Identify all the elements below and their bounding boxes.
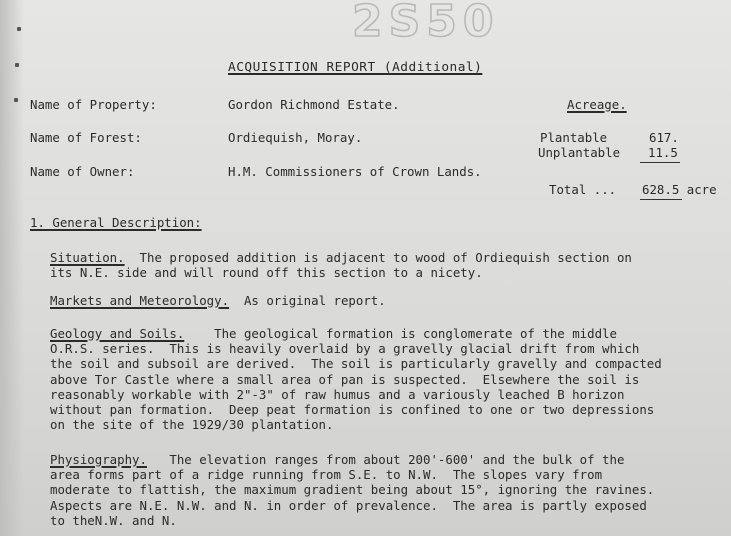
geology-line: without pan formation. Deep peat formation is confined to one or two depressions bbox=[50, 402, 655, 418]
physiography-line: area forms part of a ridge running from S.E. to N.W. The slopes vary from bbox=[50, 467, 603, 483]
markets-paragraph bbox=[50, 293, 386, 308]
markets-text: As original report. bbox=[243, 293, 386, 308]
acreage-heading: Acreage. bbox=[567, 97, 627, 112]
total-rule bbox=[640, 199, 682, 200]
punch-mark bbox=[14, 98, 18, 102]
section-heading-text: 1. General Description: bbox=[30, 215, 202, 230]
markets-heading: Markets and Meteorology. bbox=[50, 293, 230, 308]
geology-line: O.R.S. series. This is heavily overlaid by a gravelly glacial drift from which bbox=[50, 341, 640, 357]
geology-line: above Tor Castle where a small area of pan is suspected. Elsewhere the soil is bbox=[50, 371, 640, 387]
property-value: Gordon Richmond Estate. bbox=[228, 97, 400, 112]
scan-edge-shadow bbox=[0, 0, 24, 536]
geology-line: the soil and subsoil are derived. The soil is particularly gravelly and compacted bbox=[50, 356, 662, 372]
plantable-value: 617. bbox=[649, 130, 679, 145]
physiography-paragraph bbox=[50, 452, 654, 528]
physiography-line: moderate to flattish, the maximum gradient being about 15°, ignoring the ravines. bbox=[50, 482, 655, 498]
physiography-line: to theN.W. and N. bbox=[50, 512, 177, 528]
geology-line: The geological formation is conglomerate of the middle bbox=[214, 326, 617, 341]
unplantable-label: Unplantable bbox=[538, 145, 621, 160]
punch-mark bbox=[15, 63, 19, 67]
section-heading bbox=[30, 215, 202, 230]
owner-value: H.M. Commissioners of Crown Lands. bbox=[228, 164, 482, 179]
geology-line: on the site of the 1929/30 plantation. bbox=[50, 417, 334, 433]
unplantable-value: 11.5 bbox=[648, 145, 678, 160]
situation-heading: Situation. bbox=[50, 250, 125, 265]
punch-mark bbox=[17, 27, 21, 31]
geology-heading: Geology and Soils. bbox=[50, 326, 185, 341]
physiography-line: The elevation ranges from about 200'-600' and the bulk of the bbox=[169, 452, 625, 467]
plantable-label: Plantable bbox=[540, 130, 608, 145]
document-title: ACQUISITION REPORT (Additional) bbox=[228, 60, 483, 75]
owner-label: Name of Owner: bbox=[30, 164, 135, 179]
total-label: Total ... bbox=[549, 182, 617, 197]
total-value: 628.5 acre bbox=[642, 182, 717, 197]
situation-line: its N.E. side and will round off this section to a nicety. bbox=[50, 265, 483, 281]
subtotal-rule bbox=[640, 162, 680, 163]
situation-line: The proposed addition is adjacent to wood of Ordiequish section on bbox=[139, 250, 632, 265]
situation-paragraph bbox=[50, 250, 632, 280]
archive-stamp: 2S50 bbox=[352, 0, 500, 47]
forest-value: Ordiequish, Moray. bbox=[228, 130, 363, 145]
property-label: Name of Property: bbox=[30, 97, 157, 112]
physiography-line: Aspects are N.E. N.W. and N. in order of prevalence. The area is partly exposed bbox=[50, 497, 647, 513]
geology-paragraph bbox=[50, 326, 662, 432]
forest-label: Name of Forest: bbox=[30, 130, 142, 145]
physiography-heading: Physiography. bbox=[50, 452, 147, 467]
geology-line: reasonably workable with 2"-3" of raw humus and a variously leached B horizon bbox=[50, 386, 625, 402]
